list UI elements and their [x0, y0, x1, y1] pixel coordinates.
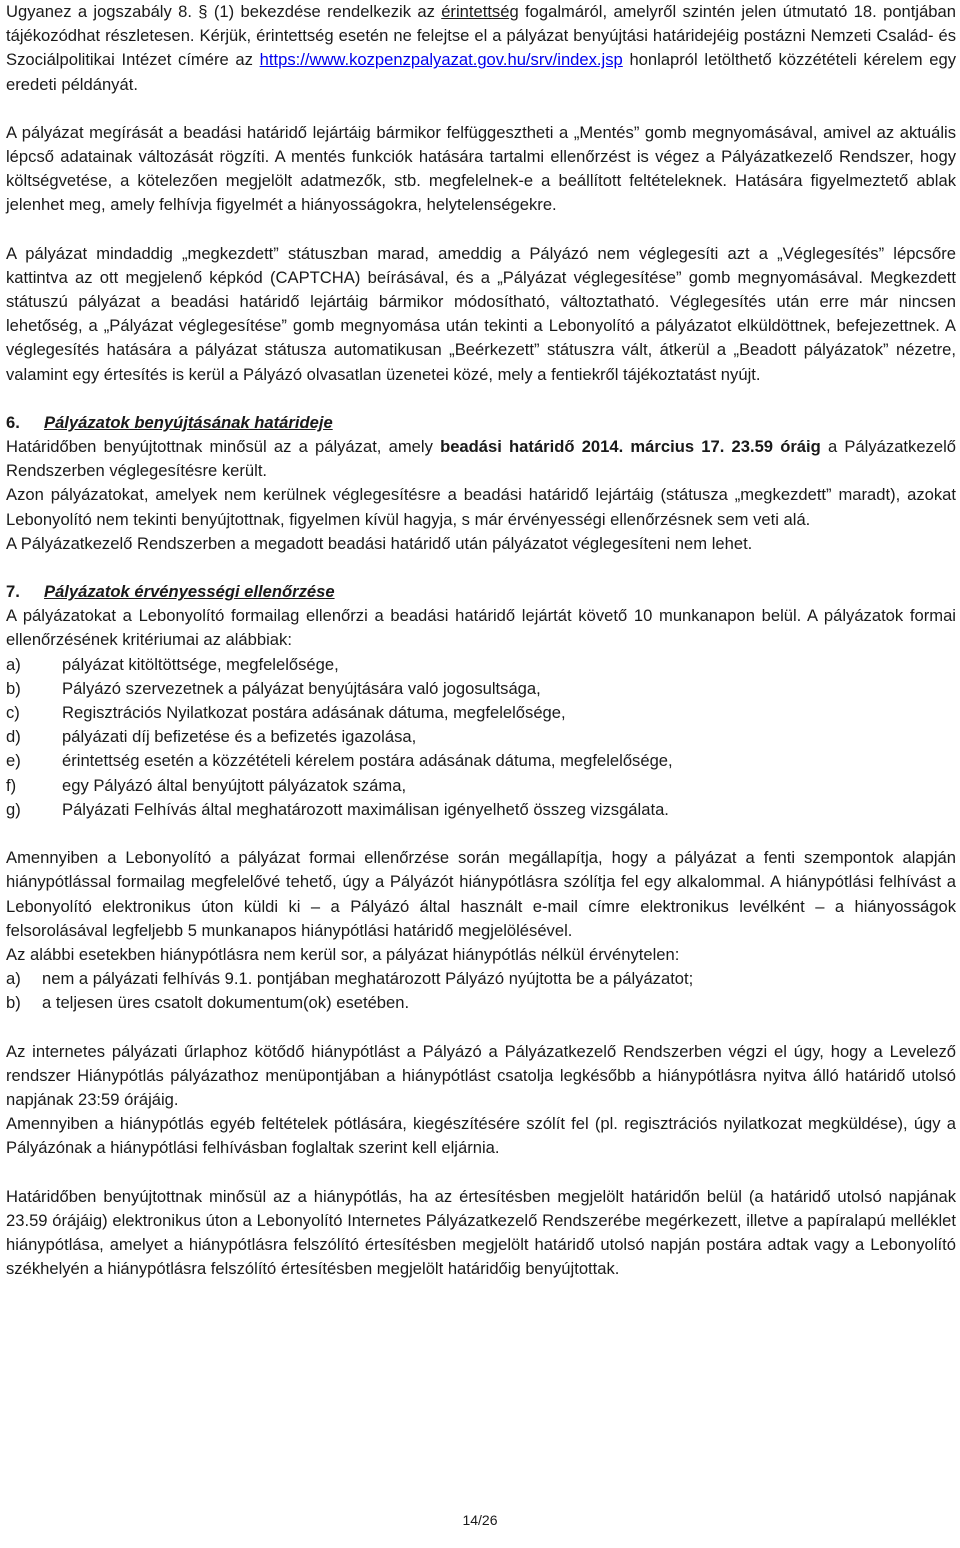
paragraph-no-hianypotlas: Az alábbi esetekben hiánypótlásra nem kerül sor, a pályázat hiánypótlás nélkül érvénytelen:: [6, 944, 680, 964]
invalid-cases-list: [6, 967, 956, 1015]
page-number: 14/26: [462, 1512, 498, 1528]
kozpenzpalyazat-link[interactable]: https://www.kozpenzpalyazat.gov.hu/srv/index.jsp: [259, 50, 623, 70]
section-6-heading: 6. Pályázatok benyújtásának határideje: [6, 412, 333, 432]
paragraph-save: A pályázat megírását a beadási határidő lejártáig bármikor felfüggesztheti a „Mentés” gomb megnyomásával, amivel az aktuális lépcső adatainak változását rögzíti. A mentés funkciók hatására tartalmi ellenőrzést is végez a Pályázatkezelő Rendszer, hogy költségvetése, a kötelezően megjelölt adatmezők, stb. megfelelnek-e a beállított feltételeknek. Hatására figyelmeztető ablak jelenhet meg, amely felhívja figyelmét a hiányosságokra, helytelenségekre.: [6, 122, 956, 215]
document-page: [6, 0, 956, 1281]
section-6-deadline: Határidőben benyújtottnak minősül az a pályázat, amely beadási határidő 2014. március 17. 23.59 óráig a Pályázatkezelő Rendszerben véglegesítésre került.: [6, 437, 956, 481]
paragraph-hianypotlas-deadline: Határidőben benyújtottnak minősül az a hiánypótlás, ha az értesítésben megjelölt határidőn belül (a határidő utolsó napjának 23.59 órájáig) elektronikus úton a Lebonyolító Internetes Pályázatkezelő Rendszerébe megérkezett, illetve a papíralapú melléklet hiánypótlása, amelyet a hiánypótlásra felszólító értesítésben megjelölt határidő utolsó napján postára adtak vagy a Lebonyolító székhelyén a hiánypótlásra felszólító értesítésben megjelölt határidőig benyújtottak.: [6, 1186, 956, 1279]
list-item: c) Regisztrációs Nyilatkozat postára adásának dátuma, megfelelősége,: [6, 703, 566, 723]
list-item: e) érintettség esetén a közzétételi kérelem postára adásának dátuma, megfelelősége,: [6, 751, 673, 771]
paragraph-finalize: A pályázat mindaddig „megkezdett” státuszban marad, ameddig a Pályázó nem véglegesíti azt a „Véglegesítés” lépcsőre kattintva az ott megjelenő képkód (CAPTCHA) beírásával, és a „Pályázat véglegesítése” gomb megnyomásával. Megkezdett státuszú pályázat a beadási határidő lejártáig bármikor módosítható, változtatható. Véglegesítés után erre már nincsen lehetőség, a „Pályázat véglegesítése” gomb megnyomása után tekinti a Lebonyolító a pályázatot elküldöttnek, befejezettnek. A véglegesítés hatására a pályázat státusza automatikusan „Beérkezett” státuszra vált, átkerül a „Beadott pályázatok” nézetre, valamint egy értesítés is kerül a Pályázó olvasatlan üzenetei közé, mely a fentiekről tájékoztatást nyújt.: [6, 243, 956, 384]
paragraph-other-hianypotlas: Amennyiben a hiánypótlás egyéb feltételek pótlására, kiegészítésére szólít fel (pl. regisztrációs nyilatkozat megküldése), úgy a Pályázónak a hiánypótlási felhívásban foglaltak szerint kell eljárnia.: [6, 1114, 956, 1158]
list-item: b) a teljesen üres csatolt dokumentum(ok) esetében.: [6, 993, 410, 1013]
list-item: b) Pályázó szervezetnek a pályázat benyújtására való jogosultsága,: [6, 678, 541, 698]
list-item: d) pályázati díj befizetése és a befizetés igazolása,: [6, 727, 417, 747]
paragraph-online-hianypotlas: Az internetes pályázati űrlaphoz kötődő hiánypótlást a Pályázó a Pályázatkezelő Rendszerben végzi el úgy, hogy a Levelező rendszer Hiánypótlás pályázathoz menüpontjában a hiánypótlást csatolja legkésőbb a hiánypótlásra nyitva álló határidő utolsó napjának 23:59 órájáig.: [6, 1041, 956, 1109]
list-item: g) Pályázati Felhívás által meghatározott maximálisan igényelhető összeg vizsgálata.: [6, 799, 669, 819]
paragraph-hianypotlas: Amennyiben a Lebonyolító a pályázat formai ellenőrzése során megállapítja, hogy a pályázat a fenti szempontok alapján hiánypótlással formailag megfelelővé tehető, úgy a Pályázót hiánypótlásra szólítja fel egy alkalommal. A hiánypótlási felhívást a Lebonyolító elektronikus úton küldi ki – a Pályázó által használt e-mail címre elektronikus levélként – a hiányosságok felsorolásával legfeljebb 5 munkanapos hiánypótlási határidő megjelölésével.: [6, 848, 956, 940]
list-item: f) egy Pályázó által benyújtott pályázatok száma,: [6, 775, 407, 795]
list-item: a) pályázat kitöltöttsége, megfelelősége,: [6, 654, 339, 674]
list-item: a) nem a pályázati felhívás 9.1. pontjában meghatározott Pályázó nyújtotta be a pályázatot;: [6, 969, 694, 989]
term-erintettseg: érintettség: [441, 2, 519, 21]
section-7-heading: 7. Pályázatok érvényességi ellenőrzése: [6, 582, 335, 602]
criteria-list: [6, 653, 956, 822]
section-7-intro: A pályázatokat a Lebonyolító formailag ellenőrzi a beadási határidő lejártát követő 10 munkanapon belül. A pályázatok formai ellenőrzésének kritériumai az alábbiak:: [6, 606, 956, 650]
section-6-not-finalized: Azon pályázatokat, amelyek nem kerülnek véglegesítésre a beadási határidő lejártáig (státusza „megkezdett” maradt), azokat Lebonyolító nem tekinti benyújtottnak, figyelmen kívül hagyja, s már érvényességi ellenőrzésnek sem veti alá.: [6, 485, 956, 529]
paragraph-intro: Ugyanez a jogszabály 8. § (1) bekezdése rendelkezik az érintettség fogalmáról, amelyről szintén jelen útmutató 18. pontjában tájékozódhat részletesen. Kérjük, érintettség esetén ne felejtse el a pályázat benyújtási határidejéig postázni Nemzeti Család- és Szociálpolitikai Intézet címére az https://www.kozpenzpalyazat.gov.hu/srv/index.jsp honlapról letölthető közzétételi kérelem egy eredeti példányát.: [6, 2, 956, 94]
section-6-no-late: A Pályázatkezelő Rendszerben a megadott beadási határidő után pályázatot véglegesíteni nem lehet.: [6, 533, 753, 553]
